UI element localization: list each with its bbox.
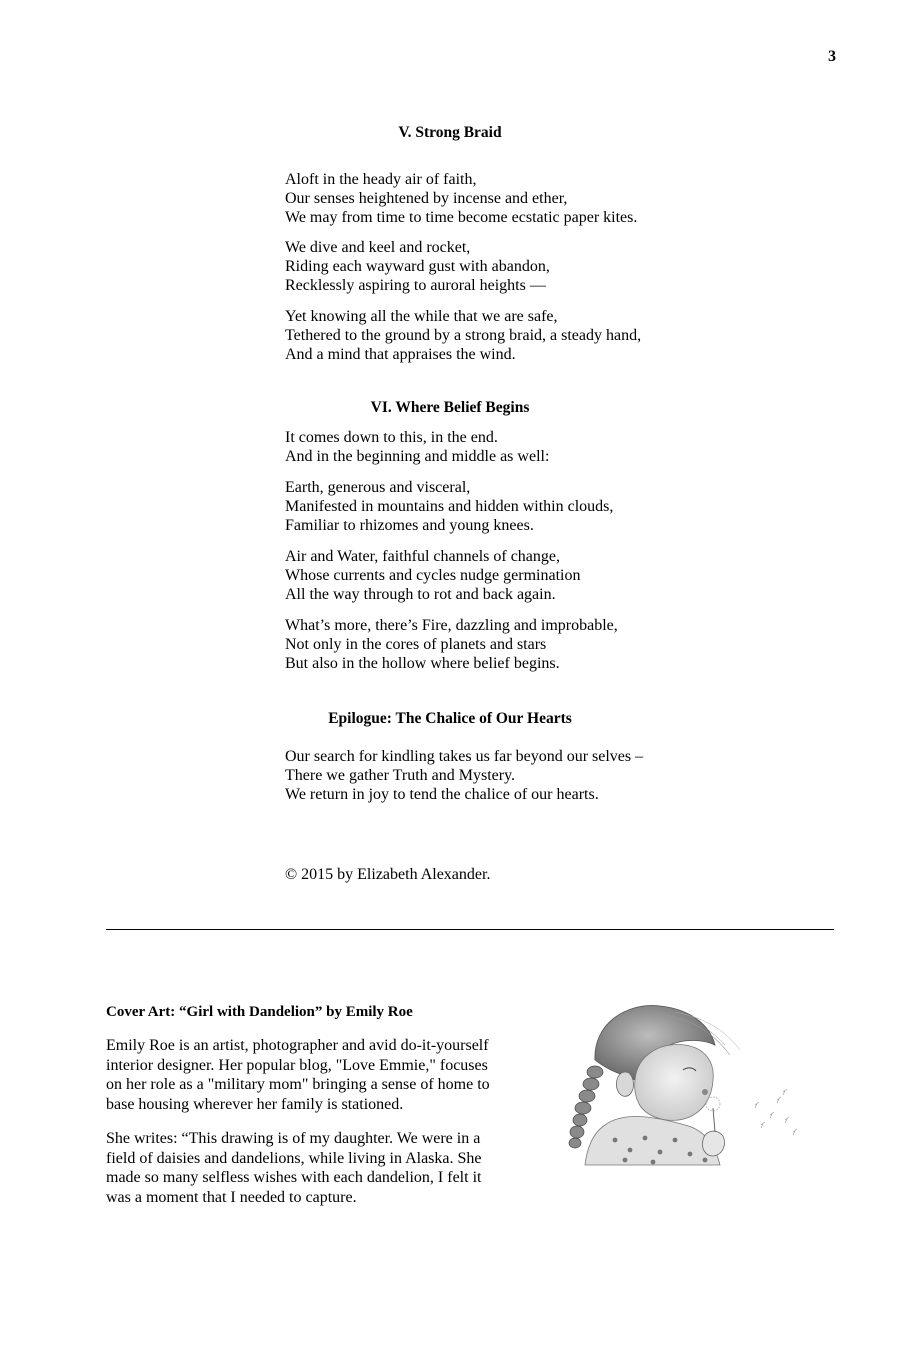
quote-line: She writes: “This drawing is of my daughter. We were in a — [106, 1130, 481, 1147]
poem-line: Tethered to the ground by a strong braid, a steady hand, — [285, 327, 642, 344]
poem-line: Aloft in the heady air of faith, — [285, 171, 477, 188]
poem-line: There we gather Truth and Mystery. — [285, 767, 516, 784]
section-heading-where-belief-begins: VI. Where Belief Begins — [370, 399, 530, 416]
poem-line: Earth, generous and visceral, — [285, 479, 471, 496]
bio-line: interior designer. Her popular blog, "Love Emmie," focuses — [106, 1056, 488, 1074]
poem-line: We dive and keel and rocket, — [285, 239, 471, 256]
poem-line: Manifested in mountains and hidden within clouds, — [285, 498, 614, 515]
poem-line: We return in joy to tend the chalice of our hearts. — [285, 786, 599, 803]
cover-art-title — [106, 1003, 546, 1023]
poem-line: Not only in the cores of planets and stars — [285, 636, 547, 653]
section-heading-epilogue: Epilogue: The Chalice of Our Hearts — [328, 710, 572, 727]
poem-line: It comes down to this, in the end. — [285, 429, 498, 446]
stanza — [285, 616, 618, 673]
quote-line: was a moment that I needed to capture. — [106, 1188, 357, 1206]
poem-line: But also in the hollow where belief begins. — [285, 655, 560, 672]
page-number: 3 — [828, 48, 836, 65]
poem-line: Recklessly aspiring to auroral heights — — [285, 277, 546, 294]
copyright: © 2015 by Elizabeth Alexander. — [285, 866, 491, 883]
poem-line: And a mind that appraises the wind. — [285, 346, 516, 363]
bio-line: on her role as a "military mom" bringing a sense of home to — [106, 1076, 490, 1093]
poem-line: We may from time to time become ecstatic paper kites. — [285, 209, 638, 226]
cover-art-heading: Cover Art: “Girl with Dandelion” by Emily Roe — [106, 1004, 413, 1020]
poem-line: Whose currents and cycles nudge germination — [285, 567, 581, 584]
stanza — [285, 547, 580, 604]
poem-line: Riding each wayward gust with abandon, — [285, 258, 550, 275]
bio-line: Emily Roe is an artist, photographer and avid do-it-yourself — [106, 1037, 489, 1054]
stanza — [285, 428, 549, 466]
quote-line: made so many selfless wishes with each dandelion, I felt it — [106, 1169, 482, 1186]
cover-art-bio — [106, 1036, 546, 1114]
stanza — [285, 747, 643, 804]
poem-line: All the way through to rot and back again. — [285, 586, 556, 603]
poem-line: Familiar to rhizomes and young knees. — [285, 517, 534, 534]
quote-line: field of daisies and dandelions, while living in Alaska. She — [106, 1149, 482, 1167]
stanza — [285, 307, 641, 364]
bio-line: base housing wherever her family is stationed. — [106, 1095, 404, 1113]
poem-line: Our senses heightened by incense and ether, — [285, 190, 568, 207]
stanza — [285, 238, 550, 295]
poem-line: Our search for kindling takes us far beyond our selves – — [285, 748, 644, 765]
stanza — [285, 478, 613, 535]
poem-line: And in the beginning and middle as well: — [285, 448, 550, 465]
poem-line: Yet knowing all the while that we are safe, — [285, 308, 558, 325]
horizontal-divider — [106, 929, 834, 930]
stanza — [285, 170, 637, 227]
cover-art-quote — [106, 1129, 546, 1207]
poem-line: What’s more, there’s Fire, dazzling and improbable, — [285, 617, 618, 634]
poem-line: Air and Water, faithful channels of change, — [285, 548, 560, 565]
girl-with-dandelion-illustration — [565, 1000, 805, 1170]
section-heading-strong-braid: V. Strong Braid — [398, 124, 502, 141]
